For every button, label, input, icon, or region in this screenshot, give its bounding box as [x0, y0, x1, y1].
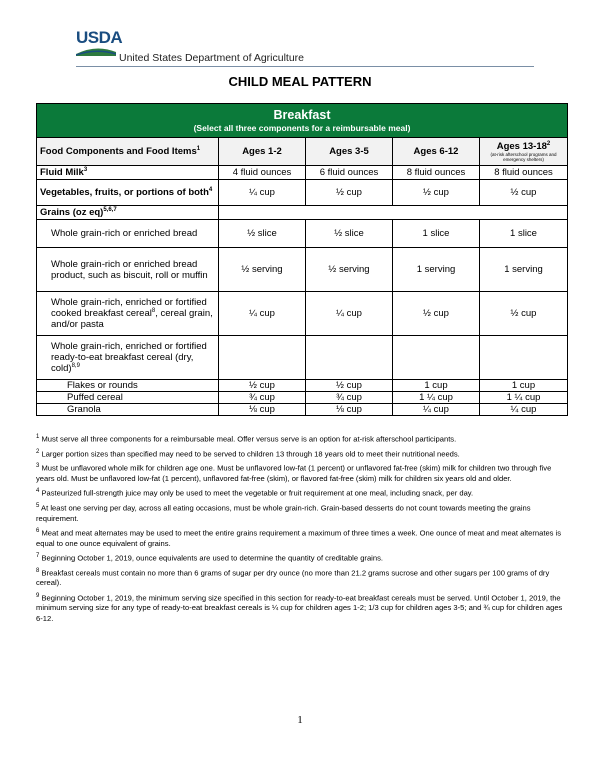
- footnote-3: $^3$ Must be unflavored whole milk for children age one. Must be unflavored low-fat (1 percent) or unflavored fat-free (skim) milk for children two through five years old. Must be unflavored low-fat (1 percent), unflavored fat-free (skim), or flavored fat-free (skim) milk for children six years old and older.: [36, 463, 552, 484]
- meal-band: [37, 104, 568, 138]
- cell: 8 fluid ounces: [480, 166, 568, 180]
- cell: ¼ cup: [306, 292, 393, 336]
- header: [76, 28, 536, 68]
- table-row: [37, 404, 568, 416]
- cell: 1 ¼ cup: [393, 392, 480, 404]
- col-header-age-1: Ages 1-2: [219, 138, 306, 166]
- department-name: United States Department of Agriculture: [119, 52, 305, 64]
- cell: ½ cup: [219, 380, 306, 392]
- row-label-milk: Fluid Milk$^3$: [37, 166, 219, 180]
- page-number: 1: [297, 714, 303, 726]
- footnote-4: $^4$ Pasteurized full-strength juice may only be used to meet the vegetable or fruit requirement at one meal, including snack, per day.: [36, 488, 474, 498]
- cell: 8 fluid ounces: [393, 166, 480, 180]
- cell: [219, 336, 306, 380]
- row-label-rte-cereal: Whole grain-rich, enriched or fortified ready-to-eat breakfast cereal (dry, cold)$^{8,9}$: [37, 336, 219, 380]
- usda-field-icon: [76, 46, 116, 56]
- footnote-9: $^9$ Beginning October 1, 2019, the minimum serving size specified in this section for ready-to-eat breakfast cereals must be served. Until October 1, 2019, the minimum serving size for any type of ready-to-eat breakfast cereals is ¼ cup for children ages 1-2; 1/3 cup for children ages 3-5; and ¾ cup for children ages 6-12.: [36, 592, 563, 623]
- footnotes: [36, 432, 564, 626]
- row-label-granola: Granola: [37, 404, 219, 416]
- footnote-6: $^6$ Meat and meat alternates may be used to meet the entire grains requirement a maximum of three times a week. One ounce of meat and meat alternates is equal to one ounce equivalent of grains.: [36, 528, 562, 548]
- cell: ½ serving: [219, 248, 306, 292]
- table-row: [37, 166, 568, 180]
- cell: ¼ cup: [480, 404, 568, 416]
- row-label-cooked-cereal: Whole grain-rich, enriched or fortified cooked breakfast cereal$^8$, cereal grain, and/or pasta: [37, 292, 219, 336]
- table-row: [37, 380, 568, 392]
- cell: ½ cup: [306, 180, 393, 206]
- table-row: [37, 248, 568, 292]
- header-divider: [76, 66, 534, 67]
- cell: ½ cup: [393, 292, 480, 336]
- footnote-2: $^2$ Larger portion sizes than specified may need to be served to children 13 through 18 years old to meet their nutritional needs.: [36, 448, 460, 459]
- cell: 1 serving: [393, 248, 480, 292]
- row-label-puffed: Puffed cereal: [37, 392, 219, 404]
- row-label-veg: Vegetables, fruits, or portions of both$^4$: [37, 180, 219, 206]
- col-header-age-2: Ages 3-5: [306, 138, 393, 166]
- footnote-1: $^1$ Must serve all three components for a reimbursable meal. Offer versus serve is an option for at-risk afterschool participants.: [36, 434, 457, 444]
- cell: ½ cup: [480, 180, 568, 206]
- table-row: [37, 220, 568, 248]
- meal-title: Breakfast: [273, 108, 331, 122]
- cell: 1 ¼ cup: [480, 392, 568, 404]
- cell: ¼ cup: [219, 180, 306, 206]
- row-label-grains: Grains (oz eq)$^{5,6,7}$: [37, 206, 219, 220]
- cell: ½ cup: [480, 292, 568, 336]
- cell: 6 fluid ounces: [306, 166, 393, 180]
- cell: [393, 336, 480, 380]
- table-row: [37, 206, 568, 220]
- cell: [219, 206, 568, 220]
- cell: ⅛ cup: [306, 404, 393, 416]
- table-row: [37, 292, 568, 336]
- cell: [480, 336, 568, 380]
- col-header-age-4: Ages $13-18^2$ (at-risk afterschool programs and emergency shelters): [480, 138, 568, 166]
- table-row: [37, 336, 568, 380]
- cell: 1 slice: [480, 220, 568, 248]
- meal-note: (Select all three components for a reimbursable meal): [193, 123, 411, 133]
- row-label-flakes: Flakes or rounds: [37, 380, 219, 392]
- table-row: [37, 392, 568, 404]
- cell: ½ slice: [219, 220, 306, 248]
- page-title: CHILD MEAL PATTERN: [228, 74, 372, 89]
- cell: ¼ cup: [219, 292, 306, 336]
- footnote-8: $^8$ Breakfast cereals must contain no more than 6 grams of sugar per dry ounce (no more than 21.2 grams sucrose and other sugars per 100 grams of dry cereal).: [36, 567, 550, 588]
- footnote-7: $^7$ Beginning October 1, 2019, ounce equivalents are used to determine the quantity of creditable grains.: [36, 553, 383, 563]
- cell: 1 slice: [393, 220, 480, 248]
- cell: ½ cup: [393, 180, 480, 206]
- usda-logo-text: USDA: [76, 28, 123, 47]
- cell: 1 serving: [480, 248, 568, 292]
- meal-pattern-table: [36, 103, 568, 416]
- cell: ½ cup: [306, 380, 393, 392]
- usda-logo: [76, 28, 123, 58]
- cell: ¾ cup: [306, 392, 393, 404]
- row-label-bread: Whole grain-rich or enriched bread: [37, 220, 219, 248]
- table-row: [37, 180, 568, 206]
- cell: ½ serving: [306, 248, 393, 292]
- cell: ¾ cup: [219, 392, 306, 404]
- cell: 1 cup: [480, 380, 568, 392]
- footnote-5: $^5$ At least one serving per day, across all eating occasions, must be whole grain-rich. Grain-based desserts do not count towards meeting the grains requirement.: [36, 503, 531, 523]
- col-header-age-3: Ages 6-12: [393, 138, 480, 166]
- cell: [306, 336, 393, 380]
- row-label-biscuit: Whole grain-rich or enriched bread product, such as biscuit, roll or muffin: [37, 248, 219, 292]
- cell: 4 fluid ounces: [219, 166, 306, 180]
- cell: ⅛ cup: [219, 404, 306, 416]
- cell: 1 cup: [393, 380, 480, 392]
- cell: ¼ cup: [393, 404, 480, 416]
- cell: ½ slice: [306, 220, 393, 248]
- col-header-food: Food Components and Food Items$^1$: [37, 138, 219, 166]
